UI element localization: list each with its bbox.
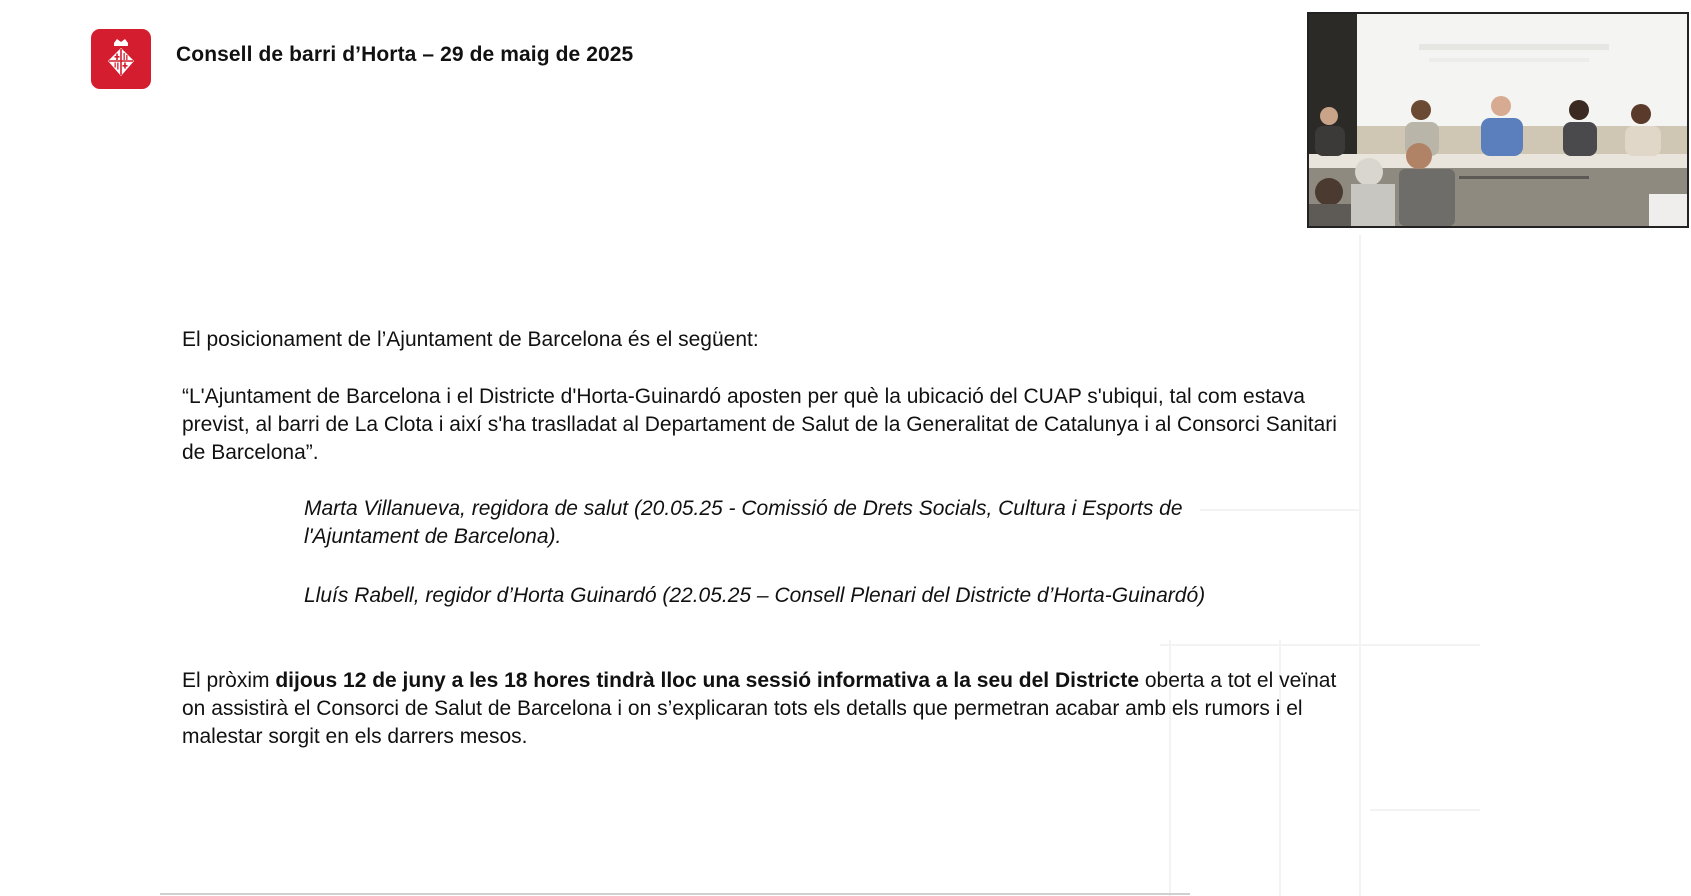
citation-rabell: Lluís Rabell, regidor d’Horta Guinardó (22.05.25 – Consell Plenari del Districte d’Horta-Guinardó) [304,584,1206,607]
intro-text: El posicionament de l’Ajuntament de Barcelona és el següent: [182,328,759,351]
barcelona-logo [91,29,151,89]
notice-rest: oberta a tot el veïnat on assistirà el Consorci de Salut de Barcelona i on s’explicaran tots els detalls que permetran acabar amb els rumors i el malestar sorgit en els darrers mesos. [182,669,1337,748]
quote-text: “L'Ajuntament de Barcelona i el Districte d'Horta-Guinardó aposten per què la ubicació del CUAP s'ubiqui, tal com estava previst, al barri de La Clota i així s'ha traslladat al Departament de Salut de la Generalitat de Catalunya i al Consorci Sanitari de Barcelona”. [182,385,1337,464]
video-feed-meeting-panel [1309,14,1687,226]
video-feed[interactable] [1307,12,1689,228]
barcelona-coat-of-arms-icon [91,29,151,89]
slide-title: Consell de barri d’Horta – 29 de maig de 2025 [176,43,634,66]
citation-villanueva: Marta Villanueva, regidora de salut (20.05.25 - Comissió de Drets Socials, Cultura i Esports de l'Ajuntament de Barcelona). [304,497,1183,548]
bottom-divider [160,893,1190,895]
notice-highlight: dijous 12 de juny a les 18 hores tindrà lloc una sessió informativa a la seu del Districte [275,669,1139,692]
notice-prefix: El pròxim [182,669,276,692]
session-notice [182,667,1342,751]
